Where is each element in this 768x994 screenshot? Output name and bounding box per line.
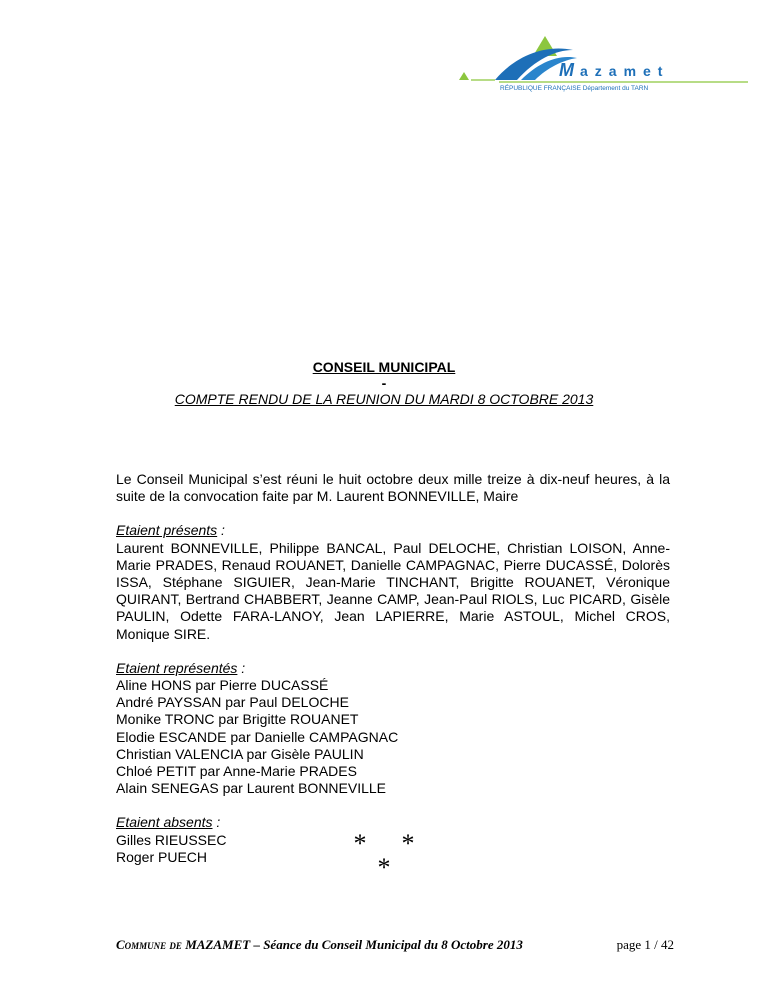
represented-line: Chloé PETIT par Anne-Marie PRADES xyxy=(116,763,357,780)
represented-line: Monike TRONC par Brigitte ROUANET xyxy=(116,711,359,728)
footer-caption: Commune de MAZAMET – Séance du Conseil Municipal du 8 Octobre 2013 xyxy=(116,937,523,952)
document-subtitle: COMPTE RENDU DE LA REUNION DU MARDI 8 OCTOBRE 2013 xyxy=(174,391,594,407)
represented-line: Alain SENEGAS par Laurent BONNEVILLE xyxy=(116,780,387,797)
page-footer xyxy=(116,937,674,953)
absent-line: Roger PUECH xyxy=(116,848,208,865)
title-block xyxy=(0,359,768,409)
page-number: page 1 / 42 xyxy=(616,937,674,952)
intro-paragraph: Le Conseil Municipal s’est réuni le huit octobre deux mille treize à dix-neuf heures, à la suite de la convocation faite par M. Laurent BONNEVILLE, Maire xyxy=(116,471,670,505)
represented-line: Aline HONS par Pierre DUCASSÉ xyxy=(116,677,329,694)
present-names: Laurent BONNEVILLE, Philippe BANCAL, Paul DELOCHE, Christian LOISON, Anne-Marie PRADES, Renaud ROUANET, Danielle CAMPAGNAC, Pierre DUCASSÉ, Dolorès ISSA, Stéphane SIGUIER, Jean-Marie TINCHANT, Brigitte ROUANET, Véronique QUIRANT, Bertrand CHABBERT, Jeanne CAMP, Jean-Paul RIOLS, Luc PICARD, Gisèle PAULIN, Odette FARA-LANOY, Jean LAPIERRE, Marie ASTOUL, Michel CROS, Monique SIRE. xyxy=(116,539,670,642)
logo-wordmark: azamet xyxy=(580,63,670,79)
section-separator-stars xyxy=(0,829,768,882)
represented-line: André PAYSSAN par Paul DELOCHE xyxy=(116,694,349,711)
represented-line: Christian VALENCIA par Gisèle PAULIN xyxy=(116,745,364,762)
document-title: CONSEIL MUNICIPAL xyxy=(312,359,456,375)
star: * xyxy=(401,829,415,858)
logo-small-triangle xyxy=(459,72,469,80)
svg-text:M: M xyxy=(559,60,574,80)
document-body xyxy=(116,471,670,866)
mazamet-logo xyxy=(455,36,755,98)
absent-heading: Etaient absents : xyxy=(116,814,221,831)
star: * xyxy=(377,853,391,882)
logo-subtitle: RÉPUBLIQUE FRANÇAISE Département du TARN xyxy=(500,85,649,92)
title-separator: - xyxy=(381,375,387,391)
absent-line: Gilles RIEUSSEC xyxy=(116,831,227,848)
star: * xyxy=(353,829,367,858)
represented-heading: Etaient représentés : xyxy=(116,659,246,676)
present-heading: Etaient présents : xyxy=(116,522,225,539)
represented-line: Elodie ESCANDE par Danielle CAMPAGNAC xyxy=(116,728,399,745)
